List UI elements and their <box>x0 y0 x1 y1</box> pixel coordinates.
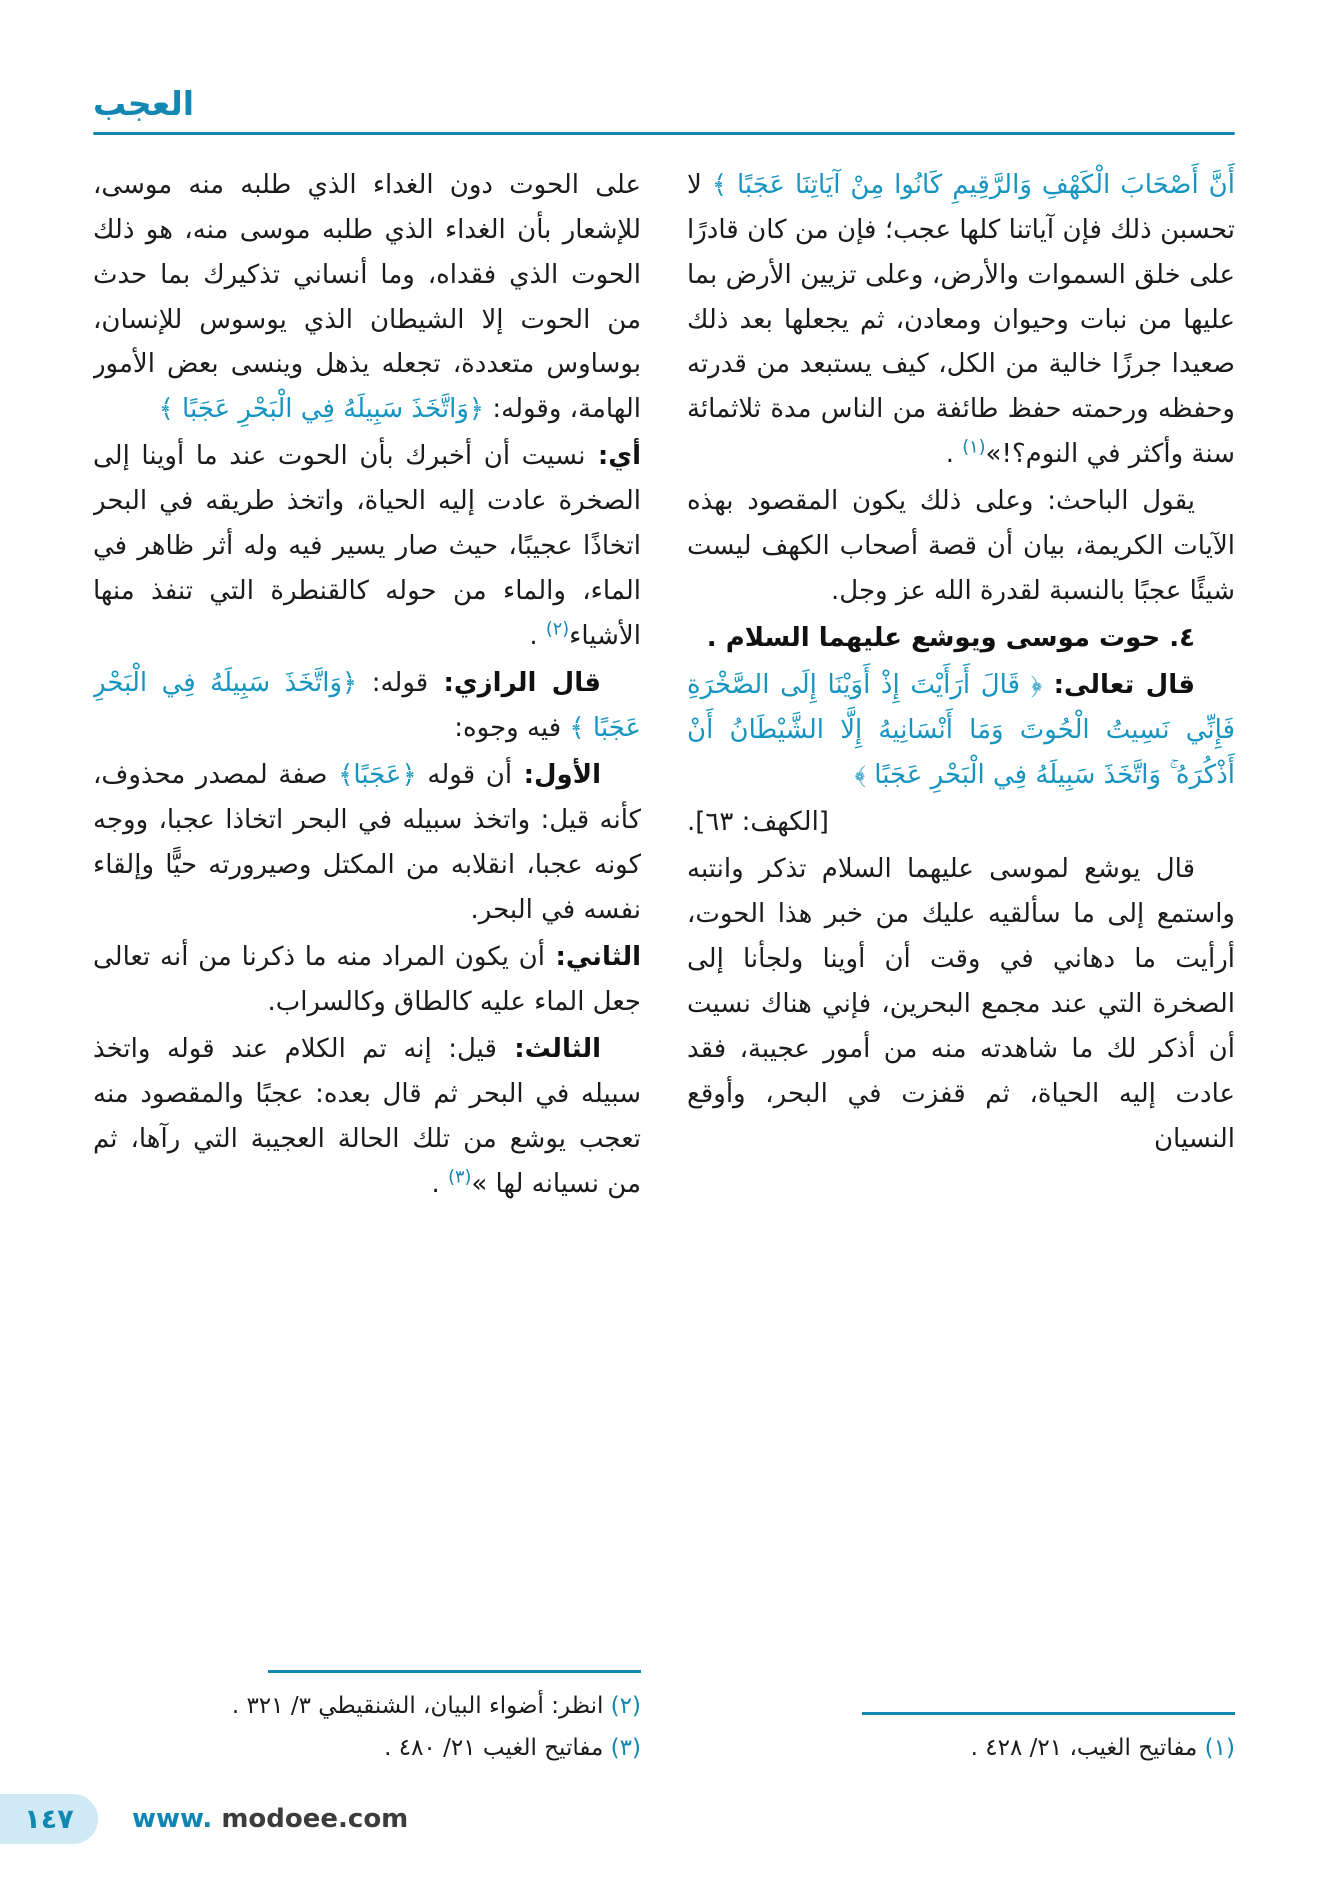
website-url <box>132 1794 408 1844</box>
explanation-paragraph <box>93 434 641 659</box>
left-column-body <box>93 163 641 1209</box>
website-prefix: www. <box>132 1804 213 1834</box>
footnote-marker: (٢) <box>545 619 570 640</box>
page-number: ١٤٧ <box>24 1803 74 1835</box>
right-footnote-list <box>687 1727 1235 1770</box>
opening-verse-paragraph <box>687 163 1235 478</box>
body-text: صفة لمصدر محذوف، كأنه قيل: واتخذ سبيله في البحر اتخاذا عجبا، ووجه كونه عجبا، انقلابه من المكتل وصيرورته حيًّا وإلقاء نفسه في البحر. <box>93 760 641 926</box>
footnote-number: (٢) <box>603 1692 641 1719</box>
third-opinion-paragraph <box>93 1027 641 1207</box>
second-opinion-paragraph <box>93 935 641 1025</box>
emphasis-text: ٤. حوت موسى ويوشع عليهما السلام . <box>706 623 1195 654</box>
body-text: أن يكون المراد منه ما ذكرنا من أنه تعالى جعل الماء عليه كالطاق وكالسراب. <box>93 942 641 1018</box>
quran-verse-text: أَنَّ أَصْحَابَ الْكَهْفِ وَالرَّقِيمِ كَانُوا مِنْ آيَاتِنَا عَجَبًا ﴾ <box>701 169 1235 200</box>
body-text: . <box>529 621 546 652</box>
body-text: أن قوله <box>416 760 513 791</box>
bottom-bar <box>0 1794 1339 1846</box>
body-text: لا تحسبن ذلك فإن آياتنا كلها عجب؛ فإن من كان قادرًا على خلق السموات والأرض، وعلى تزيين الأرض بما عليها من نبات وحيوان ومعادن، ثم يجعلها بعد ذلك صعيدا جرزًا خالية من الكل، كيف يستبعد من قدرته وحفظه ورحمته حفظ طائفة من الناس مدة ثلاثمائة سنة وأكثر في النوم؟!» <box>687 169 1235 470</box>
footnote-marker: (٣) <box>448 1167 472 1188</box>
footnote-3 <box>93 1727 641 1770</box>
section-heading <box>687 616 1235 661</box>
body-text: فيه وجوه: <box>454 713 562 744</box>
body-text: . <box>945 439 963 470</box>
footnote-marker: (١) <box>962 437 986 458</box>
continuation-paragraph <box>93 163 641 433</box>
body-text: قيل: إنه تم الكلام عند قوله واتخذ سبيله في البحر ثم قال بعده: عجبًا والمقصود منه تعجب يوشع من تلك الحالة العجيبة التي رآها، ثم من نسيانه لها » <box>93 1034 641 1199</box>
body-text: يقول الباحث: وعلى ذلك يكون المقصود بهذه الآيات الكريمة، بيان أن قصة أصحاب الكهف ليست شيئًا عجبًا بالنسبة لقدرة الله عز وجل. <box>687 486 1235 607</box>
text-columns <box>93 143 1235 1770</box>
quran-verse-text: ﴿عَجَبًا﴾ <box>327 760 417 791</box>
footnote-1 <box>687 1727 1235 1770</box>
verse-reference <box>687 800 1235 845</box>
body-text: مفاتيح الغيب، ٢١/ ٤٢٨ . <box>970 1735 1198 1762</box>
header-rule <box>93 132 1235 135</box>
right-column <box>687 163 1235 1770</box>
body-text: على الحوت دون الغداء الذي طلبه منه موسى، للإشعار بأن الغداء الذي طلبه موسى منه، هو ذلك الحوت الذي فقداه، وما أنساني تذكيرك بما حدث من الحوت إلا الشيطان الذي يوسوس للإنسان، بوساوس متعددة، تجعله يذهل وينسى بعض الأمور الهامة، وقوله: <box>93 169 641 425</box>
body-text: مفاتيح الغيب ٢١/ ٤٨٠ . <box>384 1735 604 1762</box>
right-column-footnotes <box>687 1698 1235 1770</box>
left-footnote-list <box>93 1685 641 1770</box>
page-number-tab <box>0 1794 98 1844</box>
footnote-number: (٣) <box>603 1735 641 1762</box>
quran-citation-paragraph <box>687 663 1235 798</box>
emphasis-text: قال تعالى: <box>1042 670 1195 701</box>
emphasis-text: الثالث: <box>496 1034 601 1064</box>
right-column-body <box>687 163 1235 1164</box>
footnote-2 <box>93 1685 641 1728</box>
emphasis-text: الثاني: <box>544 942 641 973</box>
emphasis-text: الأول: <box>512 760 601 791</box>
chapter-title: العجب <box>93 84 195 123</box>
body-text: قوله: <box>357 668 429 699</box>
first-opinion-paragraph <box>93 753 641 933</box>
left-column-footnotes <box>93 1656 641 1770</box>
razi-quote-paragraph <box>93 661 641 751</box>
quran-verse-text: ﴿ قَالَ أَرَأَيْتَ إِذْ أَوَيْنَا إِلَى الصَّخْرَةِ فَإِنِّي نَسِيتُ الْحُوتَ وَمَا أَنْسَانِيهُ إِلَّا الشَّيْطَانُ أَنْ أَذْكُرَهُ ۚ وَاتَّخَذَ سَبِيلَهُ فِي الْبَحْرِ عَجَبًا ﴾ <box>687 670 1235 791</box>
commentary-paragraph <box>687 847 1235 1162</box>
body-text: [الكهف: ٦٣]. <box>687 807 829 838</box>
website-domain: modoee.com <box>212 1804 409 1834</box>
footnote-separator <box>268 1670 641 1673</box>
researcher-comment-paragraph <box>687 479 1235 614</box>
footnote-number: (١) <box>1197 1735 1235 1762</box>
body-text: نسيت أن أخبرك بأن الحوت عند ما أوينا إلى الصخرة عادت إليه الحياة، واتخذ طريقه في البحر اتخاذًا عجيبًا، حيث صار يسير فيه وله أثر ظاهر في الماء، والماء من حوله كالقنطرة التي تنفذ منها الأشياء <box>93 441 641 652</box>
page-header <box>93 84 1235 135</box>
left-column <box>93 163 641 1770</box>
footnote-separator <box>862 1712 1235 1715</box>
quran-verse-text: ﴿وَاتَّخَذَ سَبِيلَهُ فِي الْبَحْرِ عَجَبًا ﴾ <box>158 394 485 425</box>
emphasis-text: أي: <box>585 441 641 472</box>
emphasis-text: قال الرازي: <box>428 668 601 699</box>
body-text: قال يوشع لموسى عليهما السلام تذكر وانتبه واستمع إلى ما سألقيه عليك من خبر هذا الحوت، أرأيت ما دهاني في وقت أن أوينا ولجأنا إلى الصخرة التي عند مجمع البحرين، فإني هناك نسيت أن أذكر لك ما شاهدته منه من أمور عجيبة، فقد عادت إليه الحياة، ثم قفزت في البحر، وأوقع النسيان <box>687 854 1235 1154</box>
body-text: . <box>431 1168 449 1199</box>
quran-verse-text: ﴿وَاتَّخَذَ سَبِيلَهُ فِي الْبَحْرِ عَجَبًا ﴾ <box>93 668 641 744</box>
body-text: انظر: أضواء البيان، الشنقيطي ٣/ ٣٢١ . <box>231 1692 604 1719</box>
